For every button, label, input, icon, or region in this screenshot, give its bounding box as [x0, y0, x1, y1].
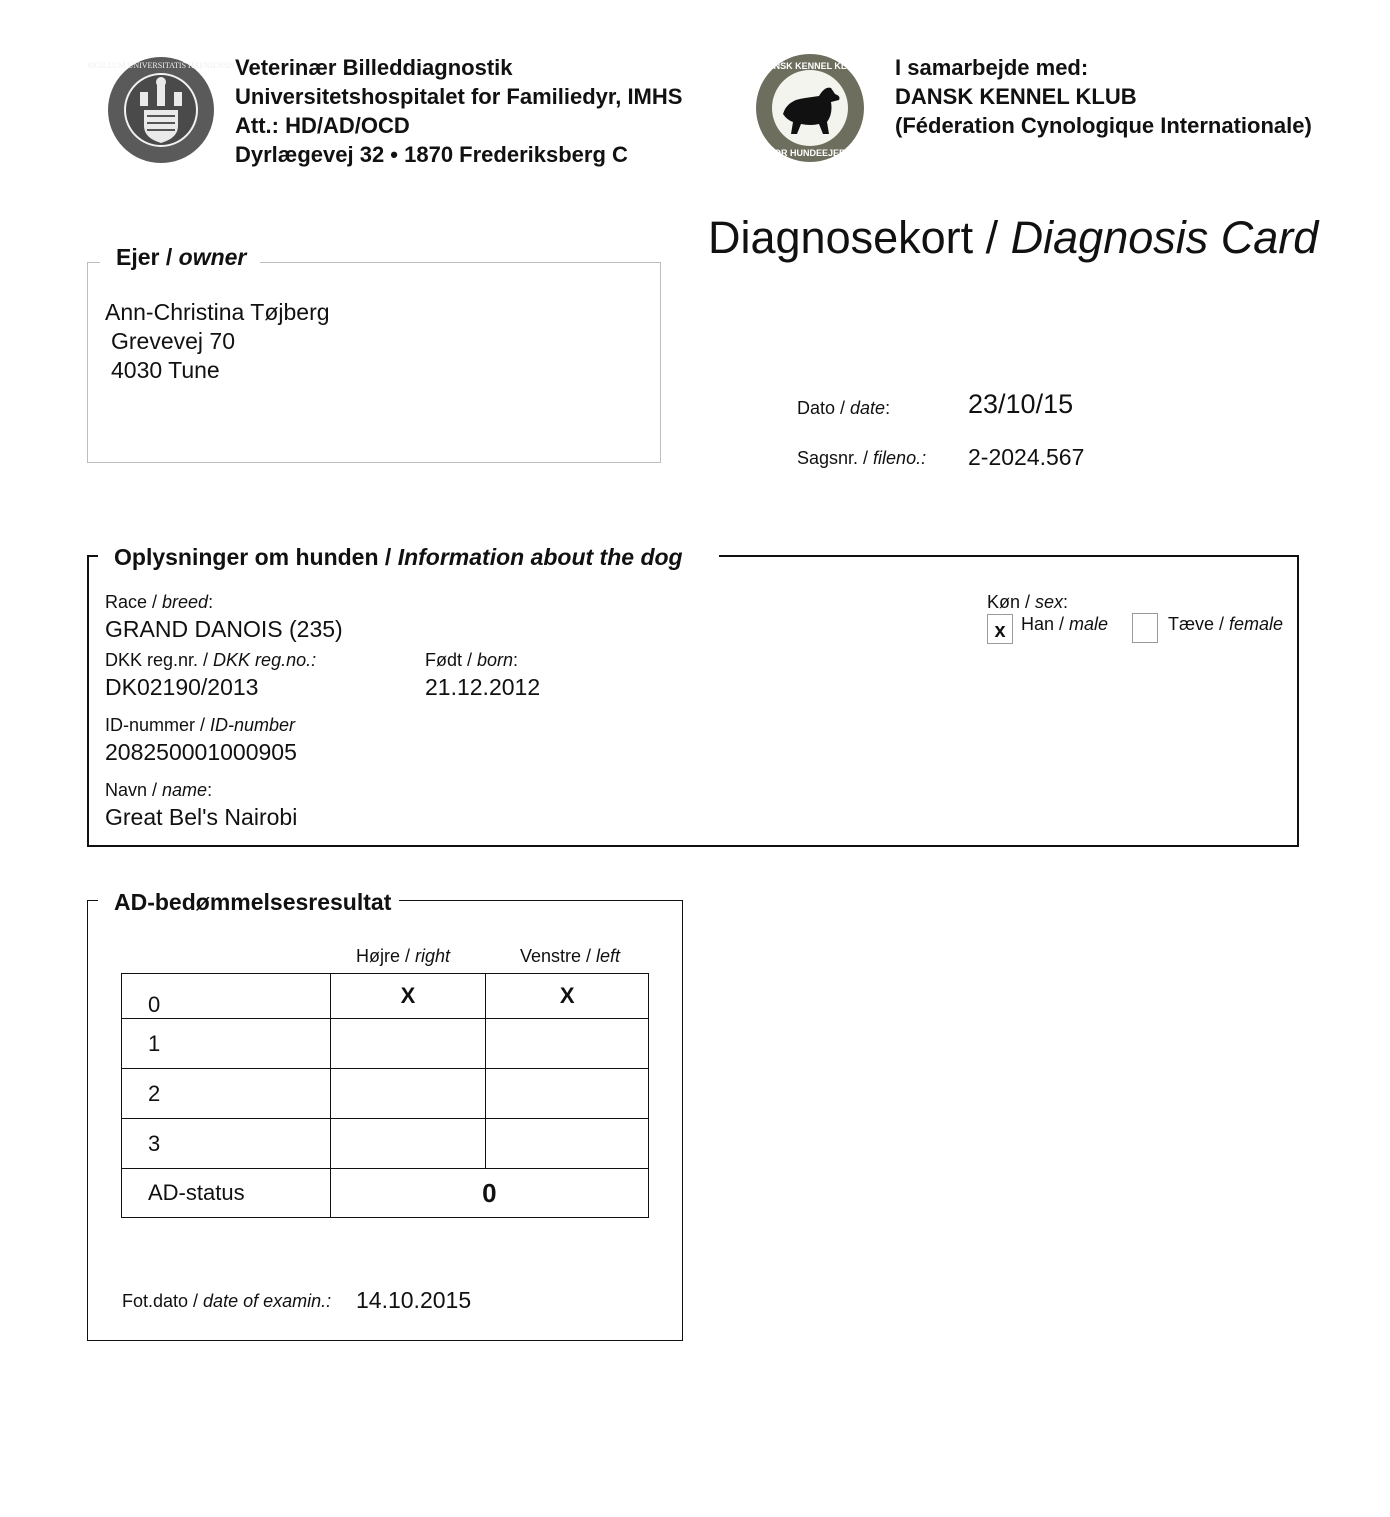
reg-label-text: DKK reg.nr. / [105, 650, 214, 670]
born-label-text: Født / [425, 650, 478, 670]
male-checkbox[interactable]: x [987, 614, 1013, 644]
id-label-italic: ID-number [210, 715, 296, 735]
right-header-italic: right [415, 946, 451, 966]
female-label [1168, 614, 1283, 635]
table-row [122, 1119, 649, 1169]
left-mark-cell[interactable] [486, 1019, 649, 1069]
date-label-suffix: : [885, 398, 891, 418]
name-label: Navn / name: [105, 780, 213, 800]
id-value: 208250001000905 [105, 739, 297, 765]
fileno-value: 2-2024.567 [968, 444, 1085, 470]
exam-date-value: 14.10.2015 [356, 1287, 472, 1313]
partner-block [895, 53, 1312, 140]
ad-result-legend: AD-bedømmelsesresultat [98, 889, 399, 916]
owner-legend-italic: owner [178, 244, 247, 270]
id-label [105, 715, 295, 736]
male-label-italic: male [1069, 614, 1109, 634]
exam-date-label [122, 1291, 331, 1312]
ad-grade-table [121, 973, 649, 1218]
owner-street: Grevevej 70 [111, 328, 236, 354]
sex-label-text: Køn / [987, 592, 1036, 612]
breed-value: GRAND DANOIS (235) [105, 616, 343, 642]
title-italic: Diagnosis Card [1010, 212, 1319, 263]
born-label: Født / born: [425, 650, 519, 670]
dog-legend-italic: Information about the dog [397, 544, 683, 570]
left-header-italic: left [596, 946, 621, 966]
exam-label-italic: date of examin.: [203, 1291, 332, 1311]
male-label-text: Han / [1021, 614, 1070, 634]
partner-name: DANSK KENNEL KLUB [895, 84, 1137, 109]
born-label-italic: born [477, 650, 514, 670]
date-label-italic: date [850, 398, 886, 418]
left-mark-cell[interactable] [486, 1069, 649, 1119]
right-column-header [356, 946, 450, 967]
breed-label-italic: breed [162, 592, 209, 612]
breed-label-text: Race / [105, 592, 163, 612]
right-mark-cell[interactable] [330, 1069, 486, 1119]
sex-label-italic: sex [1035, 592, 1064, 612]
owner-name: Ann-Christina Tøjberg [105, 299, 330, 325]
sex-label: Køn / sex: [987, 592, 1069, 612]
right-header-text: Højre / [356, 946, 416, 966]
right-mark-cell[interactable] [330, 1119, 486, 1169]
reg-label-italic: DKK reg.no.: [213, 650, 317, 670]
exam-label-text: Fot.dato / [122, 1291, 204, 1311]
table-row [122, 1019, 649, 1069]
dog-legend-text: Oplysninger om hunden / [114, 544, 398, 570]
female-label-text: Tæve / [1168, 614, 1230, 634]
ad-status-label: AD-status [122, 1169, 331, 1218]
institution-address [235, 53, 682, 169]
university-seal-icon [87, 54, 235, 166]
male-label [1021, 614, 1108, 635]
date-label-text: Dato / [797, 398, 851, 418]
page-title [708, 212, 1318, 264]
fileno-label [797, 448, 926, 469]
name-label-italic: name [162, 780, 208, 800]
reg-label [105, 650, 316, 671]
owner-legend [100, 244, 260, 271]
table-row [122, 974, 649, 1019]
dog-info-legend [98, 544, 719, 571]
fileno-label-text: Sagsnr. / [797, 448, 874, 468]
grade-cell: 3 [122, 1119, 331, 1169]
grade-cell: 2 [122, 1069, 331, 1119]
dkk-logo-text-top: DANSK KENNEL KLUB [760, 61, 860, 71]
born-value: 21.12.2012 [425, 674, 541, 700]
left-header-text: Venstre / [520, 946, 597, 966]
grade-cell: 0 [122, 974, 331, 1019]
date-label [797, 398, 890, 419]
ad-status-value[interactable]: 0 [330, 1169, 648, 1218]
table-row [122, 1169, 649, 1218]
partner-federation: (Féderation Cynologique Internationale) [895, 113, 1312, 138]
name-value: Great Bel's Nairobi [105, 804, 298, 830]
hospital-name: Universitetshospitalet for Familiedyr, IMHS [235, 84, 683, 109]
street-address: Dyrlægevej 32 • 1870 Frederiksberg C [235, 142, 628, 167]
date-value: 23/10/15 [968, 389, 1074, 419]
dkk-logo-text-bottom: FOR HUNDEEJERE [768, 148, 852, 158]
fileno-label-italic: fileno.: [873, 448, 927, 468]
institution-name: Veterinær Billeddiagnostik [235, 55, 513, 80]
table-row [122, 1069, 649, 1119]
owner-legend-text: Ejer / [116, 244, 179, 270]
title-main: Diagnosekort / [708, 212, 1011, 263]
left-mark-cell[interactable]: X [486, 974, 649, 1019]
partner-intro: I samarbejde med: [895, 55, 1089, 80]
id-label-text: ID-nummer / [105, 715, 211, 735]
left-mark-cell[interactable] [486, 1119, 649, 1169]
seal-text-top: SIGILLUM UNIVERSITATIS HAFNIENSIS [87, 61, 235, 70]
female-checkbox[interactable] [1132, 613, 1158, 643]
grade-cell: 1 [122, 1019, 331, 1069]
dansk-kennel-klub-logo-icon [755, 52, 865, 164]
left-column-header [520, 946, 620, 967]
right-mark-cell[interactable] [330, 1019, 486, 1069]
female-label-italic: female [1229, 614, 1284, 634]
right-mark-cell[interactable]: X [330, 974, 486, 1019]
breed-label: Race / breed: [105, 592, 214, 612]
owner-city: 4030 Tune [111, 357, 220, 383]
name-label-text: Navn / [105, 780, 163, 800]
attention-line: Att.: HD/AD/OCD [235, 113, 410, 138]
reg-value: DK02190/2013 [105, 674, 259, 700]
